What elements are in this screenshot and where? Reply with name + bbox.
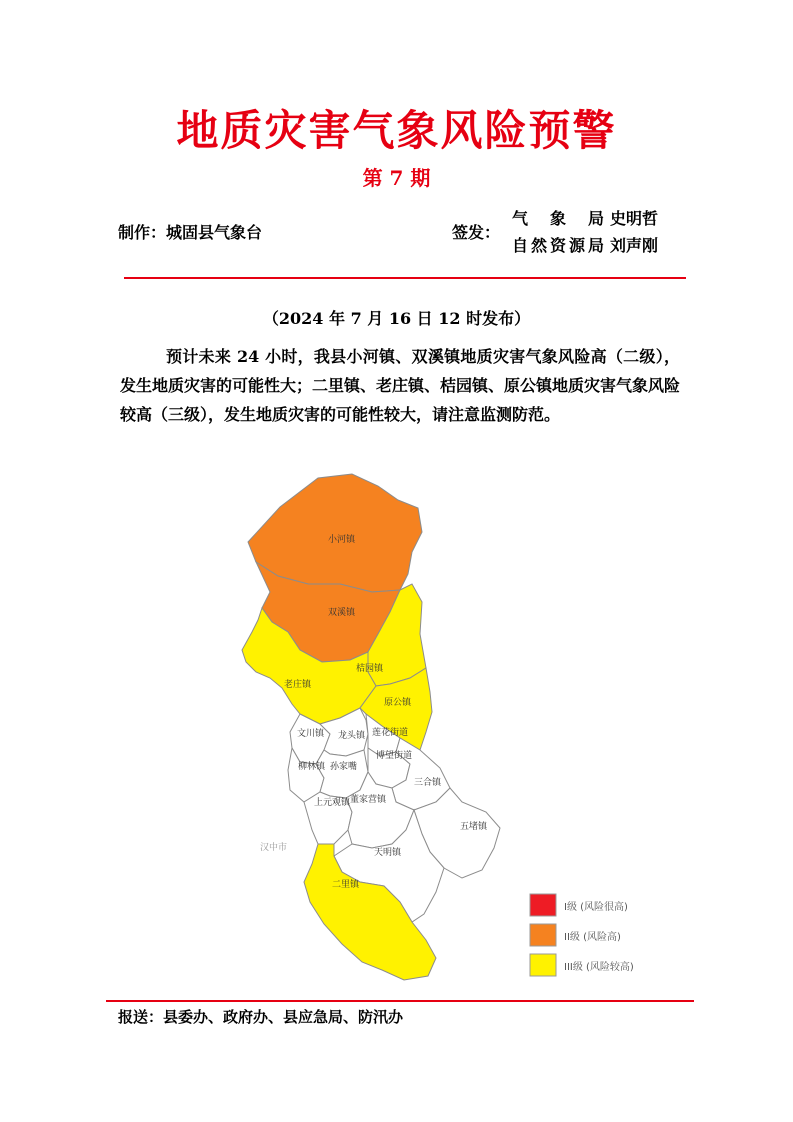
- signer-1: [512, 206, 658, 229]
- signer-2-name: 刘声刚: [610, 236, 659, 255]
- issue-number: 第 7 期: [362, 166, 431, 190]
- label-wenchuan: 文川镇: [297, 729, 325, 739]
- label-shangyuanguan: 上元观镇: [314, 798, 351, 808]
- label-liulin: 柳林镇: [298, 762, 326, 772]
- report-to: 报送：县委办、政府办、县应急局、防汛办: [118, 1008, 404, 1026]
- sign-label: 签发：: [452, 223, 501, 242]
- label-sunjiazui: 孙家嘴: [330, 762, 358, 772]
- legend-label-3: III级 (风险较高): [564, 962, 634, 973]
- signer-1-org: 气象局: [512, 209, 604, 228]
- map-legend: [530, 894, 634, 976]
- release-date: （2024 年 7 月 16 日 12 时发布）: [262, 309, 531, 328]
- label-shuangxi: 双溪镇: [328, 608, 356, 618]
- legend-label-1: I级 (风险很高): [564, 902, 628, 913]
- legend-label-2: II级 (风险高): [564, 932, 621, 943]
- label-laozhuang: 老庄镇: [284, 680, 312, 690]
- label-lianhua: 莲花街道: [372, 728, 409, 738]
- red-divider-bottom: [106, 1000, 694, 1002]
- label-xiaohe: 小河镇: [328, 535, 356, 545]
- warning-body: 预计未来 24 小时，我县小河镇、双溪镇地质灾害气象风险高（二级），发生地质灾害的可能性大；二里镇、老庄镇、桔园镇、原公镇地质灾害气象风险较高（三级），发生地质灾害的可能性较大，请注意监测防范。: [120, 347, 681, 424]
- legend-swatch-1: [530, 894, 556, 916]
- legend-swatch-3: [530, 954, 556, 976]
- signer-1-name: 史明哲: [610, 209, 659, 228]
- document-title: 地质灾害气象风险预警: [176, 106, 617, 155]
- label-tianming: 天明镇: [374, 848, 402, 858]
- label-erli: 二里镇: [332, 880, 360, 890]
- label-juyuan: 桔园镇: [356, 664, 384, 674]
- signer-2-org: 自然资源局: [512, 236, 604, 255]
- legend-swatch-2: [530, 924, 556, 946]
- signer-2: [512, 233, 658, 256]
- maker-line: 制作：城固县气象台: [118, 223, 263, 242]
- risk-map: [200, 472, 660, 992]
- label-dongjiaying: 董家营镇: [350, 795, 387, 805]
- label-wuduhui: 五堵镇: [460, 822, 488, 832]
- label-longtou: 龙头镇: [338, 731, 366, 741]
- label-bowang: 博望街道: [376, 751, 413, 761]
- label-yuangong: 原公镇: [384, 698, 412, 708]
- label-sanhe: 三合镇: [414, 778, 442, 788]
- label-outside: 汉中市: [260, 843, 288, 853]
- red-divider-top: [124, 277, 686, 279]
